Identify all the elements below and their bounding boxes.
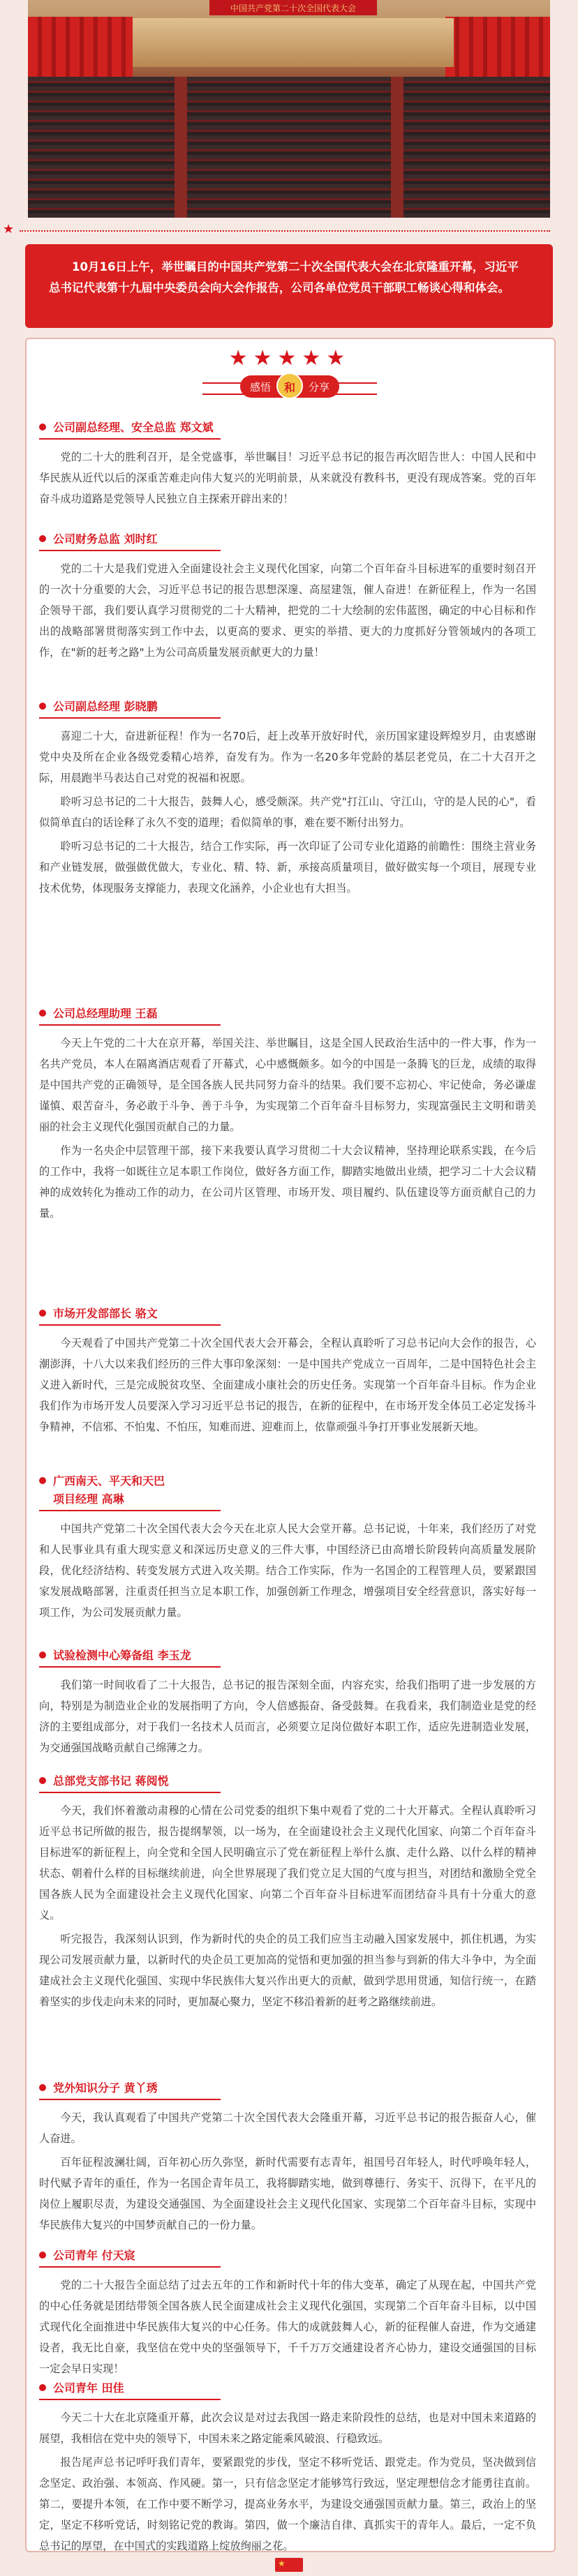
- section-body: [39, 2275, 536, 2382]
- section-title: 总部党支部书记 蒋阅悦: [39, 1772, 290, 1793]
- section-title: 试验检测中心筹备组 李玉龙: [39, 1647, 290, 1668]
- banner-right-text: 分享: [308, 381, 329, 394]
- banner-center-badge: [276, 373, 303, 399]
- hero-screen-text: 中国共产党第二十次全国代表大会: [230, 3, 356, 13]
- bullet-dot-icon: [39, 703, 46, 710]
- hero-aisle: [175, 77, 187, 218]
- paragraph: 党的二十大的胜利召开，是全党盛事，举世瞩目！习近平总书记的报告再次昭告世人：中国人民和中华民族从近代以后的深重苦难走向伟大复兴的光明前景，从来就没有教科书，更没有现成答案。党的百年奋斗成功道路是党领导人民独立自主探索开辟出来的！: [39, 451, 536, 505]
- paragraph: 党的二十大报告全面总结了过去五年的工作和新时代十年的伟大变革，确定了从现在起，中国共产党的中心任务就是团结带领全国各族人民全面建成社会主义现代化强国，实现第二个百年奋斗目标，以中国式现代化全面推进中华民族伟大复兴的中心任务。伟大的成就鼓舞人心，新的征程催人奋进，作为交通建设者，我无比自豪，我坚信在党中央的坚强领导下，千千万万交通建设者齐心协力，建设交通强国的目标一定会早日实现！: [39, 2279, 536, 2375]
- paragraph: 今天，我们怀着激动肃穆的心情在公司党委的组织下集中观看了党的二十大开幕式。全程认真聆听习近平总书记所做的报告，报告提纲挈领，以一场为，在全面建设社会主义现代化国家、向第二个百年奋斗目标进军的新征程上，向全党和全国人民明确宣示了党在新征程上举什么旗、走什么路、以什么样的精神状态、朝着什么样的目标继续前进，向全世界展现了我们党立足大国的气度与担当，对团结和激励全党全国各族人民为全面建设社会主义现代化国家、向第二个百年奋斗目标进军而团结奋斗具有十分重大的意义。: [39, 1804, 536, 1922]
- bullet-dot-icon: [39, 2084, 46, 2091]
- five-stars-icon: ★★★★★: [228, 346, 351, 370]
- section-title: 市场开发部部长 骆文: [39, 1305, 290, 1326]
- hero-aisle: [391, 77, 403, 218]
- paragraph: 喜迎二十大，奋进新征程！作为一名70后，赶上改革开放好时代，亲历国家建设辉煌岁月，由衷感谢党中央及所在企业各级党委精心培养，奋发有为。作为一名20多年党龄的基层老党员，在二十大召开之际，用晨跑半马表达自己对党的祝福和祝愿。: [39, 730, 536, 784]
- paragraph: 聆听习总书记的二十大报告，鼓舞人心，感受颇深。共产党"打江山、守江山，守的是人民的心"，看似简单直白的话诠释了永久不变的道理；看似简单的事，难在要不断付出努力。: [39, 795, 536, 829]
- section-body: [39, 447, 536, 512]
- banner-wing-right: [335, 382, 377, 395]
- paragraph: 我们第一时间收看了二十大报告，总书记的报告深刻全面，内容充实，给我们指明了进一步发展的方向，特别是为制造业企业的发展指明了方向，令人倍感振奋、备受鼓舞。在我看来，我们制造业是党的经济的主要组成部分，对于我们一名技术人员而言，必须要立足岗位做好本职工作，适应先进制造业发展，为交通强国战略贡献自己绵薄之力。: [39, 1679, 536, 1754]
- section-title: 公司财务总监 刘时红: [39, 530, 290, 551]
- dotted-divider: [20, 230, 550, 232]
- paragraph: 党的二十大是我们党进入全面建设社会主义现代化国家，向第二个百年奋斗目标进军的重要时刻召开的一次十分重要的大会，习近平总书记的报告思想深邃、高屋建瓴，催人奋进！在新征程上，作为一名国企领导干部，我们要认真学习贯彻党的二十大精神，把党的二十大绘制的宏伟蓝图，确定的中心目标和作出的战略部署贯彻落实到工作中去，以更高的要求、更实的举措、更大的力度抓好分管领域内的各项工作，在"新的赶考之路"上为公司高质量发展贡献更大的力量！: [39, 562, 536, 659]
- hero-photo: [28, 0, 550, 218]
- intro-box: [25, 244, 553, 328]
- hero-flags-left: [28, 17, 133, 80]
- paragraph: 中国共产党第二十次全国代表大会今天在北京人民大会堂开幕。总书记说，十年来，我们经历了对党和人民事业具有重大现实意义和深远历史意义的三件大事，中国经济已由高增长阶段转向高质量发展阶段，优化经济结构、转变发展方式进入攻关期。结合工作实际，作为一名国企的工程管理人员，要紧跟国家发展战略部署，注重责任担当立足本职工作，加强创新工作理念，增强项目安全经营意识，落实好每一项工作，为公司发展贡献力量。: [39, 1522, 536, 1619]
- paragraph: 听完报告，我深刻认识到，作为新时代的央企的员工我们应当主动融入国家发展中，抓住机遇，为实现公司发展贡献力量，以新时代的央企员工更加高的觉悟和更加强的担当参与到新的伟大斗争中，为全面建成社会主义现代化强国、实现中华民族伟大复兴作出更大的贡献，做到学思用贯通，知信行统一，在踏着坚实的步伐走向未来的同时，更加凝心聚力，坚定不移沿着新的赶考之路继续前进。: [39, 1933, 536, 2008]
- hero-stage: [133, 18, 454, 67]
- paragraph: 今天观看了中国共产党第二十次全国代表大会开幕会，全程认真聆听了习总书记向大会作的报告，心潮澎湃，十八大以来我们经历的三件大事印象深刻：一是中国共产党成立一百周年，二是中国特色社会主义进入新时代，三是完成脱贫攻坚、全面建成小康社会的历史任务。实现第一个百年奋斗目标。作为企业我们作为市场开发人员要深入学习习近平总书记的报告，在新的征程中，在市场开发全体员工必定发扬斗争精神，不信邪、不怕鬼、不怕压，知难而进、迎难而上，依靠顽强斗争打开事业发展新天地。: [39, 1337, 536, 1433]
- bullet-dot-icon: [39, 1777, 46, 1784]
- section-title: 党外知识分子 黄丫琇: [39, 2079, 290, 2100]
- banner-wing-left: [202, 382, 244, 395]
- hero-audience: [28, 77, 550, 218]
- flag-icon: ★: [275, 2558, 303, 2572]
- bullet-dot-icon: [39, 424, 46, 430]
- section-body: [39, 726, 536, 901]
- section-body: [39, 558, 536, 666]
- bullet-dot-icon: [39, 1010, 46, 1017]
- bullet-dot-icon: [39, 535, 46, 542]
- bullet-dot-icon: [39, 2384, 46, 2391]
- paragraph: 聆听习总书记的二十大报告，结合工作实际，再一次印证了公司专业化道路的前瞻性：围绕主营业务和产业链发展，做强做优做大，专业化、精、特、新，承接高质量项目，做好做实每一个项目，展现专业技术优势，体现服务支撑能力，表现文化涵养，小企业也有大担当。: [39, 840, 536, 894]
- bullet-dot-icon: [39, 1652, 46, 1658]
- intro-text: 10月16日上午，举世瞩目的中国共产党第二十次全国代表大会在北京隆重开幕，习近平总书记代表第十九届中央委员会向大会作报告，公司各单位党员干部职工畅谈心得和体会。: [49, 260, 519, 294]
- bullet-dot-icon: [39, 1477, 46, 1484]
- bullet-dot-icon: [39, 1310, 46, 1317]
- section-banner: [202, 375, 377, 399]
- banner-left-text: 感悟: [250, 381, 272, 394]
- section-title: 公司青年 田佳: [39, 2379, 290, 2400]
- hero-screen: [209, 0, 377, 15]
- paragraph: 今天二十大在北京隆重开幕，此次会议是对过去我国一路走来阶段性的总结，也是对中国未来道路的展望，我相信在党中央的领导下，中国未来之路定能乘风破浪、行稳致远。: [39, 2411, 536, 2445]
- hero-flags-right: [445, 17, 550, 80]
- red-star-icon: ★: [3, 222, 15, 237]
- section-title: 公司总经理助理 王磊: [39, 1005, 290, 1026]
- section-body: [39, 1333, 536, 1440]
- section-title: 公司副总经理 彭晓鹏: [39, 698, 290, 719]
- section-body: [39, 1033, 536, 1227]
- paragraph: 作为一名央企中层管理干部，接下来我要认真学习贯彻二十大会议精神，坚持理论联系实践，在今后的工作中，我将一如既往立足本职工作岗位，做好各方面工作，脚踏实地做出业绩，把学习二十大会议精神的成效转化为推动工作的动力，在公司片区管理、市场开发、项目履约、队伍建设等方面贡献自己的力量。: [39, 1144, 536, 1220]
- section-title: 公司青年 付天宸: [39, 2247, 290, 2268]
- banner-center-text: 和: [283, 381, 295, 394]
- paragraph: 今天，我认真观看了中国共产党第二十次全国代表大会隆重开幕，习近平总书记的报告振奋人心，催人奋进。: [39, 2111, 536, 2145]
- section-body: [39, 2107, 536, 2238]
- paragraph: 报告尾声总书记呼吁我们青年，要紧跟党的步伐，坚定不移听党话、跟党走。作为党员，坚决做到信念坚定、政治强、本领高、作风硬。第一，只有信念坚定才能够笃行致远，坚定理想信念才能勇往直前。第二，要提升本领，在工作中要不断学习，提高业务水平，为建设交通强国贡献力量。第三，政治上的坚定，坚定不移听党话，时刻铭记党的教诲。第四，做一个廉洁自律、真抓实干的青年人。最后，一定不负总书记的厚望，在中国式的实践道路上绽放绚丽之花。: [39, 2456, 536, 2552]
- section-body: [39, 1675, 536, 1761]
- section-body: [39, 1800, 536, 2015]
- section-body: [39, 2407, 536, 2559]
- paragraph: 百年征程波澜壮阔，百年初心历久弥坚，新时代需要有志青年，祖国号召年轻人，时代呼唤年轻人，时代赋予青年的重任，作为一名国企青年员工，我将脚踏实地，做到尊德行、务实干、沉得下，在平凡的岗位上履职尽责，为建设交通强国、为全面建设社会主义现代化国家、实现第二个百年奋斗目标，实现中华民族伟大复兴的中国梦贡献自己的一份力量。: [39, 2156, 536, 2231]
- section-body: [39, 1518, 536, 1626]
- bullet-dot-icon: [39, 2252, 46, 2259]
- section-title: 广西南天、平天和天巴 项目经理 高琳: [39, 1472, 290, 1511]
- section-title: 公司副总经理、安全总监 郑文斌: [39, 419, 290, 440]
- paragraph: 今天上午党的二十大在京开幕，举国关注、举世瞩目，这是全国人民政治生活中的一件大事，作为一名共产党员，本人在隔离酒店观看了开幕式，心中感慨颇多。如今的中国是一条腾飞的巨龙，成绩的取得是中国共产党的正确领导，是全国各族人民共同努力奋斗的结果。我们要不忘初心、牢记使命，务必谦虚谨慎、艰苦奋斗，务必敢于斗争、善于斗争，为实现第二个百年奋斗目标努力，实现富强民主文明和谐美丽的社会主义现代化强国贡献自己的力量。: [39, 1037, 536, 1133]
